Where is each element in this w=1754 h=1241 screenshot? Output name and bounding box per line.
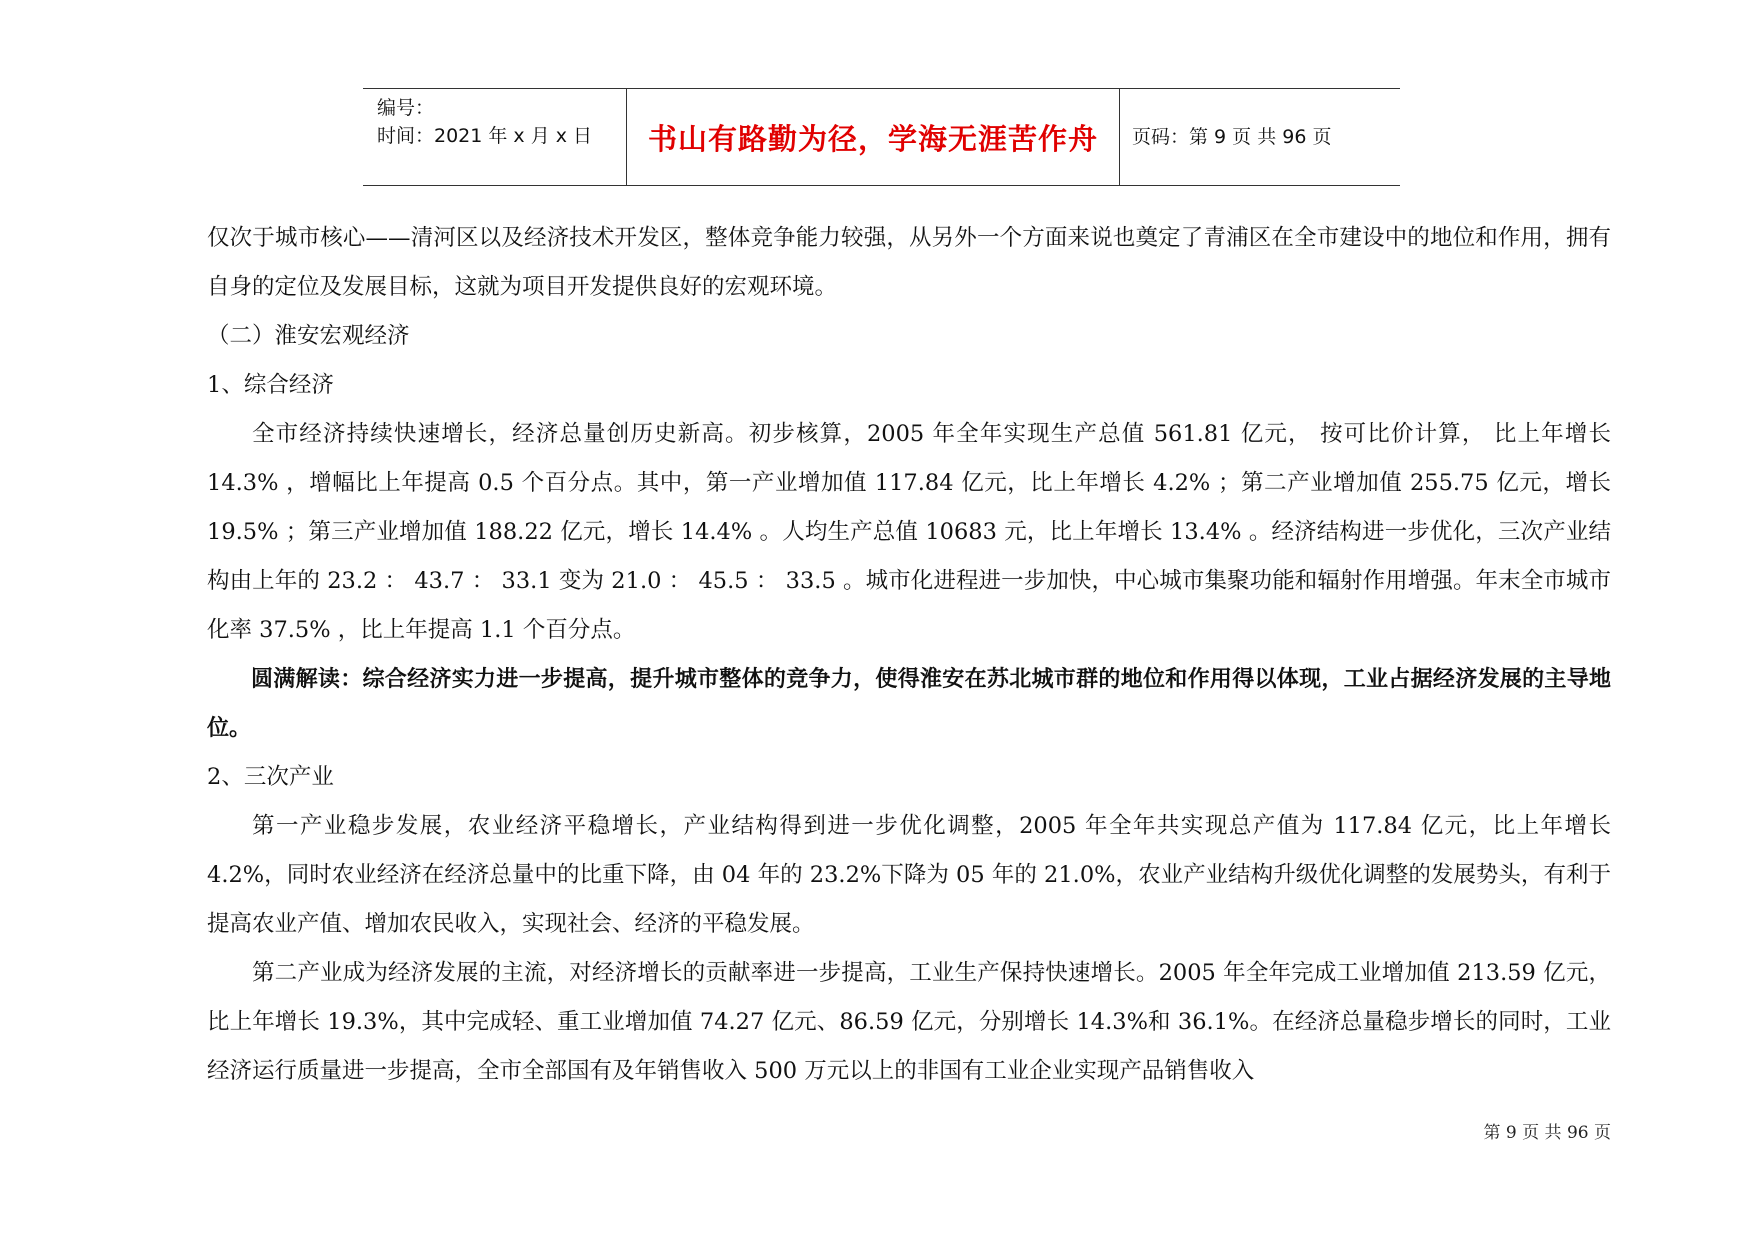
paragraph-continuation: 仅次于城市核心——清河区以及经济技术开发区，整体竞争能力较强，从另外一个方面来说也奠定了青浦区在全市建设中的地位和作用，拥有自身的定位及发展目标，这就为项目开发提供良好的宏观环境。 [207,225,1611,300]
motto-text: 书山有路勤为径，学海无涯苦作舟 [647,121,1098,156]
subsection-heading-three-industries: 2、三次产业 [207,764,334,790]
document-time-label: 时间：2021 年 x 月 x 日 [377,125,593,147]
document-number-label: 编号： [377,97,435,119]
header-motto-cell [626,89,1120,185]
paragraph-interpretation: 圆满解读：综合经济实力进一步提高，提升城市整体的竞争力，使得淮安在苏北城市群的地位和作用得以体现，工业占据经济发展的主导地位。 [207,667,1611,741]
paragraph-overall-economy: 全市经济持续快速增长，经济总量创历史新高。初步核算，2005 年全年实现生产总值 561.81 亿元， 按可比价计算， 比上年增长 14.3% ，增幅比上年提高 0.5 个百分点。其中，第一产业增加值 117.84 亿元，比上年增长 4.2% ；第二产业增加值 255.75 亿元，增长 19.5% ；第三产业增加值 188.22 亿元，增长 14.4% 。人均生产总值 10683 元，比上年增长 13.4% 。经济结构进一步优化，三次产业结构由上年的 23.2 ： 43.7 ： 33.1 变为 21.0 ： 45.5 ： 33.5 。城市化进程进一步加快，中心城市集聚功能和辐射作用增强。年末全市城市化率 37.5% ，比上年提高 1.1 个百分点。 [207,421,1611,643]
document-body [207,214,1611,1096]
page-footer: 第 9 页 共 96 页 [1483,1123,1611,1143]
section-heading-macro-economy: （二）淮安宏观经济 [207,323,410,349]
subsection-heading-overall-economy: 1、综合经济 [207,372,334,398]
paragraph-primary-industry: 第一产业稳步发展，农业经济平稳增长，产业结构得到进一步优化调整，2005 年全年共实现总产值为 117.84 亿元，比上年增长 4.2%，同时农业经济在经济总量中的比重下降，由 04 年的 23.2%下降为 05 年的 21.0%，农业产业结构升级优化调整的发展势头，有利于提高农业产值、增加农民收入，实现社会、经济的平稳发展。 [207,813,1611,937]
header-page-cell [1118,89,1400,185]
paragraph-secondary-industry: 第二产业成为经济发展的主流，对经济增长的贡献率进一步提高，工业生产保持快速增长。2005 年全年完成工业增加值 213.59 亿元，比上年增长 19.3%，其中完成轻、重工业增加值 74.27 亿元、86.59 亿元，分别增长 14.3%和 36.1%。在经济总量稳步增长的同时，工业经济运行质量进一步提高，全市全部国有及年销售收入 500 万元以上的非国有工业企业实现产品销售收入 [207,960,1611,1084]
header-page-number: 页码：第 9 页 共 96 页 [1132,125,1332,148]
page-header [363,88,1400,186]
